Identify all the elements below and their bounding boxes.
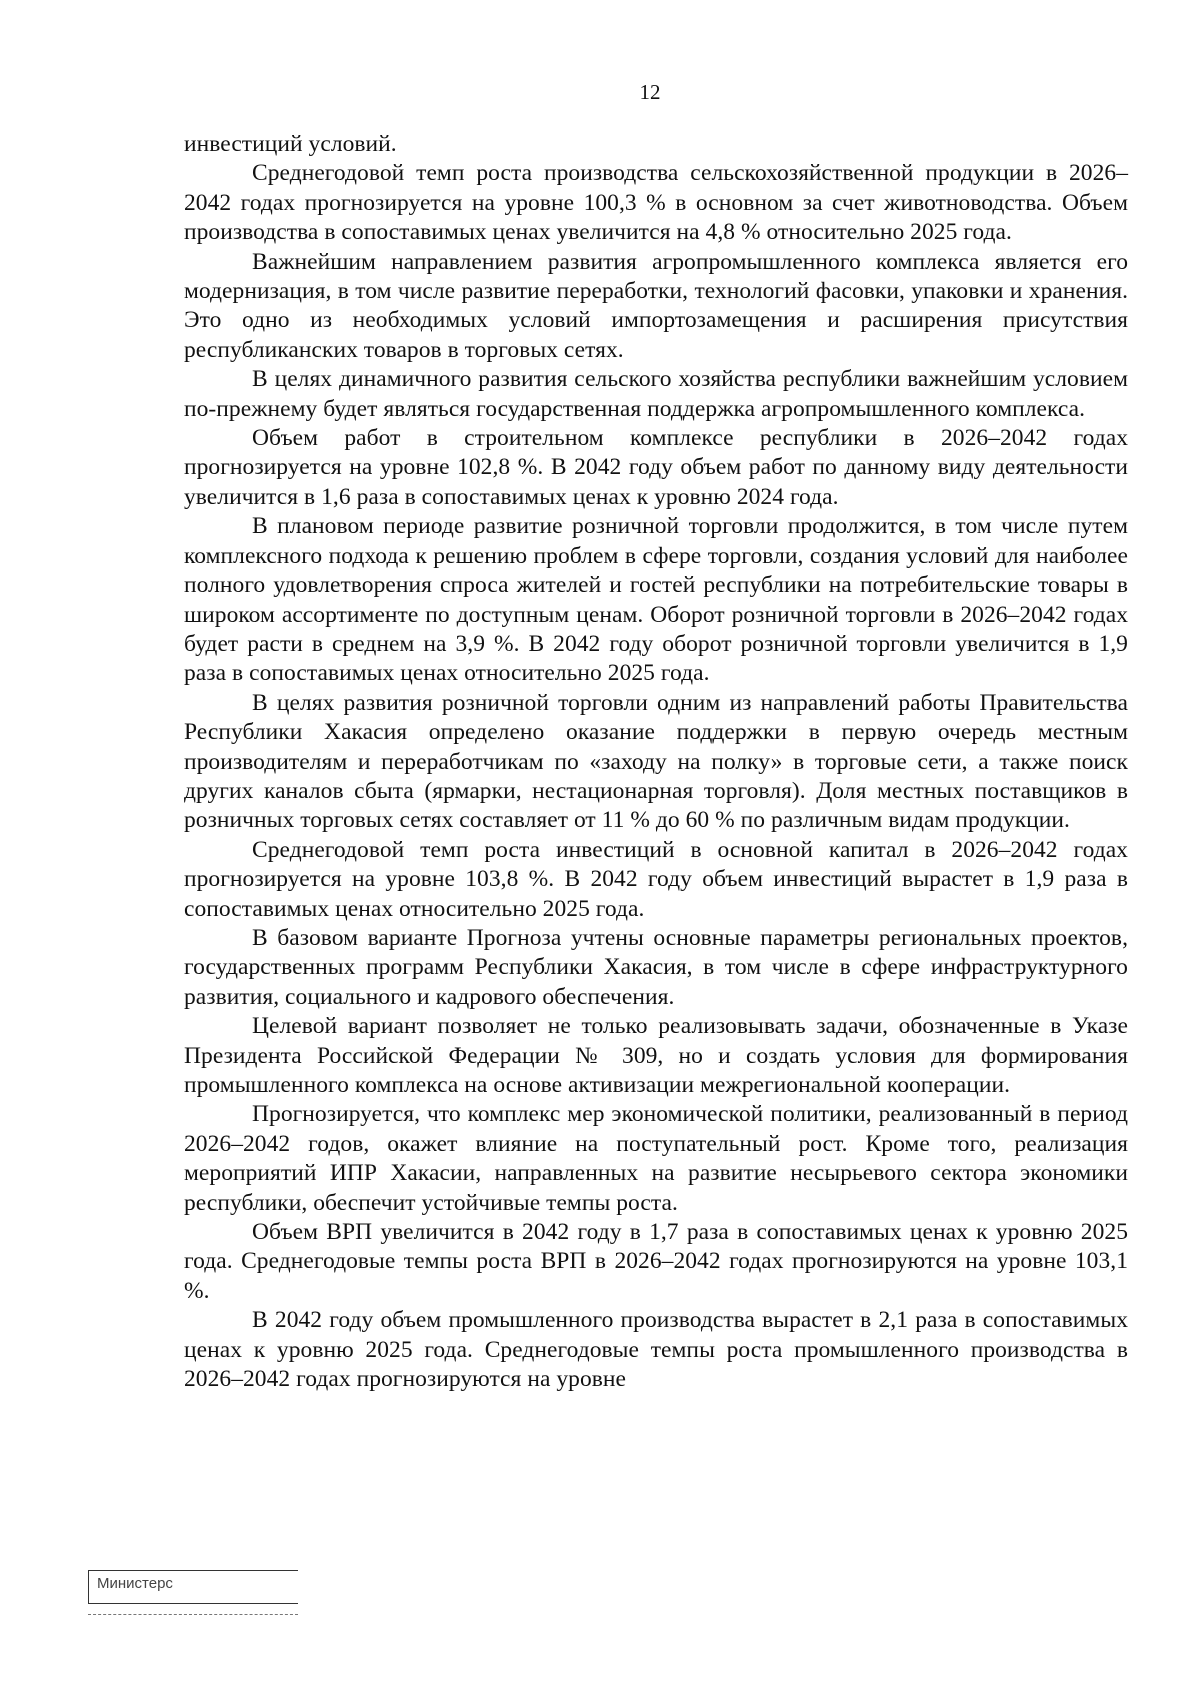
paragraph: В целях развития розничной торговли одним из направлений работы Правительства Республики Хакасия определено оказание поддержки в первую очередь местным производителям и переработчикам по «заходу на полку» в торговые сети, а также поиск других каналов сбыта (ярмарки, нестационарная торговля). Доля местных поставщиков в розничных торговых сетях составляет от 11 % до 60 % по различным видам продукции. — [184, 689, 1128, 834]
paragraph: Среднегодовой темп роста инвестиций в основной капитал в 2026–2042 годах прогнозируется на уровне 103,8 %. В 2042 году объем инвестиций вырастет в 1,9 раза в сопоставимых ценах относительно 2025 года. — [184, 836, 1128, 922]
paragraph: В базовом варианте Прогноза учтены основные параметры региональных проектов, государственных программ Республики Хакасия, в том числе в сфере инфраструктурного развития, социального и кадрового обеспечения. — [184, 924, 1128, 1010]
stamp-divider — [88, 1614, 298, 1615]
paragraph: Объем работ в строительном комплексе республики в 2026–2042 годах прогнозируется на уровне 102,8 %. В 2042 году объем работ по данному виду деятельности увеличится в 1,6 раза в сопоставимых ценах к уровню 2024 года. — [184, 425, 1128, 510]
registration-stamp — [88, 1570, 298, 1604]
document-body — [184, 130, 1128, 1394]
paragraph: Целевой вариант позволяет не только реализовывать задачи, обозначенные в Указе Президента Российской Федерации № 309, но и создать условия для формирования промышленного комплекса на основе активизации межрегиональной кооперации. — [184, 1013, 1128, 1098]
paragraph: Прогнозируется, что комплекс мер экономической политики, реализованный в период 2026–2042 годов, окажет влияние на поступательный рост. Кроме того, реализация мероприятий ИПР Хакасии, направленных на развитие несырьевого сектора экономики республики, обеспечит устойчивые темпы роста. — [184, 1101, 1128, 1216]
paragraph: В целях динамичного развития сельского хозяйства республики важнейшим условием по-прежнему будет являться государственная поддержка агропромышленного комплекса. — [184, 366, 1128, 422]
page-number: 12 — [639, 80, 661, 104]
paragraph: В 2042 году объем промышленного производства вырастет в 2,1 раза в сопоставимых ценах к уровню 2025 года. Среднегодовые темпы роста промышленного производства в 2026–2042 годах прогнозируются на уровне — [184, 1307, 1128, 1393]
stamp-text: Министерс — [97, 1575, 173, 1592]
paragraph: Среднегодовой темп роста производства сельскохозяйственной продукции в 2026–2042 годах прогнозируется на уровне 100,3 % в основном за счет животноводства. Объем производства в сопоставимых ценах увеличится на 4,8 % относительно 2025 года. — [184, 160, 1128, 246]
paragraph: инвестиций условий. — [184, 131, 397, 157]
paragraph: Важнейшим направлением развития агропромышленного комплекса является его модернизация, в том числе развитие переработки, технологий фасовки, упаковки и хранения. Это одно из необходимых условий импортозамещения и расширения присутствия республиканских товаров в торговых сетях. — [184, 248, 1128, 363]
paragraph: В плановом периоде развитие розничной торговли продолжится, в том числе путем комплексного подхода к решению проблем в сфере торговли, создания условий для наиболее полного удовлетворения спроса жителей и гостей республики на потребительские товары в широком ассортименте по доступным ценам. Оборот розничной торговли в 2026–2042 годах будет расти в среднем на 3,9 %. В 2042 году оборот розничной торговли увеличится в 1,9 раза в сопоставимых ценах относительно 2025 года. — [184, 513, 1128, 687]
paragraph: Объем ВРП увеличится в 2042 году в 1,7 раза в сопоставимых ценах к уровню 2025 года. Среднегодовые темпы роста ВРП в 2026–2042 годах прогнозируются на уровне 103,1 %. — [184, 1219, 1128, 1304]
